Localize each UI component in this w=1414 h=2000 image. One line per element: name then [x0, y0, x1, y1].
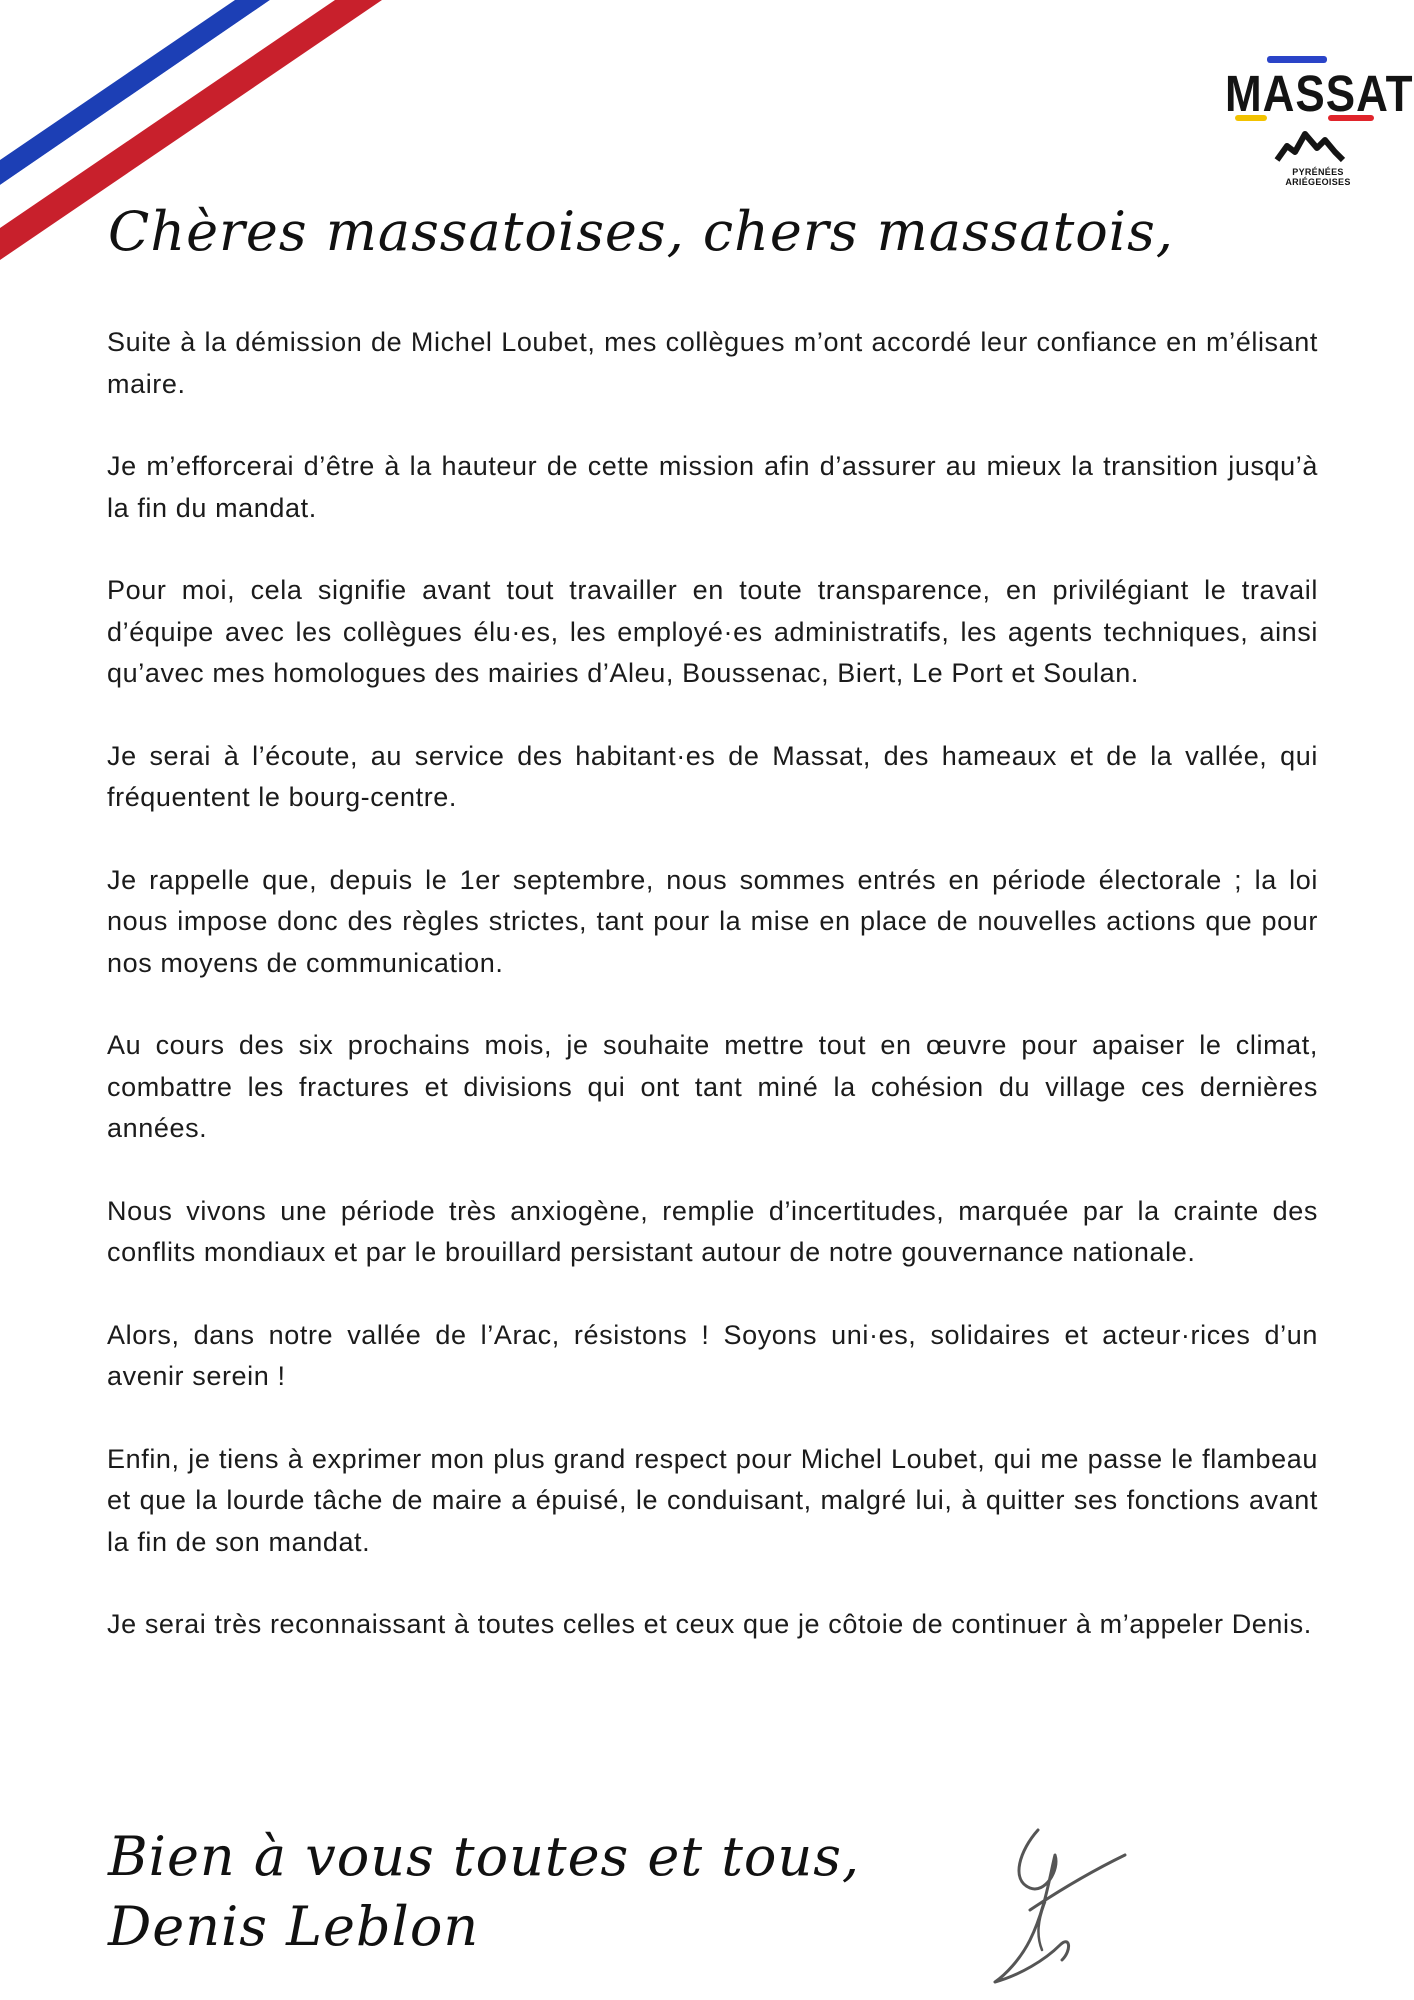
logo-wordmark: MASSAT: [1225, 66, 1414, 123]
massat-logo: [1225, 52, 1414, 187]
paragraph: Je serai à l’écoute, au service des habitant·es de Massat, des hameaux et de la vallée, qui fréquentent le bourg-centre.: [107, 740, 1318, 812]
paragraph: Alors, dans notre vallée de l’Arac, résistons ! Soyons uni·es, solidaires et acteur·rices d’un avenir serein !: [107, 1319, 1318, 1391]
paragraph: Nous vivons une période très anxiogène, remplie d’incertitudes, marquée par la crainte des conflits mondiaux et par le brouillard persistant autour de notre gouvernance nationale.: [107, 1195, 1318, 1267]
logo-blue-bar: [1267, 56, 1327, 63]
paragraph: Enfin, je tiens à exprimer mon plus grand respect pour Michel Loubet, qui me passe le flambeau et que la lourde tâche de maire a épuisé, le conduisant, malgré lui, à quitter ses fonctions avant la fin de son mandat.: [107, 1443, 1318, 1557]
handwritten-signature: [950, 1810, 1150, 1990]
paragraph: Je rappelle que, depuis le 1er septembre, nous sommes entrés en période électorale ; la loi nous impose donc des règles strictes, tant pour la mise en place de nouvelles actions que pour nos moyens de communication.: [107, 864, 1318, 978]
paragraph: Je serai très reconnaissant à toutes celles et ceux que je côtoie de continuer à m’appeler Denis.: [107, 1609, 1312, 1639]
logo-mountains-icon: [1277, 134, 1343, 160]
closing-line: Bien à vous toutes et tous,: [108, 1825, 861, 1888]
paragraph: Pour moi, cela signifie avant tout travailler en toute transparence, en privilégiant le travail d’équipe avec les collègues élu·es, les employé·es administratifs, les agents techniques, ainsi qu’avec mes homologues des mairies d’Aleu, Boussenac, Biert, Le Port et Soulan.: [107, 575, 1318, 688]
letter-salutation: Chères massatoises, chers massatois,: [108, 200, 1174, 263]
letter-body: [107, 322, 1318, 1687]
paragraph: Suite à la démission de Michel Loubet, mes collègues m’ont accordé leur confiance en m’élisant maire.: [107, 327, 1318, 399]
paragraph: Au cours des six prochains mois, je souhaite mettre tout en œuvre pour apaiser le climat, combattre les fractures et divisions qui ont tant miné la cohésion du village ces dernières années.: [107, 1030, 1318, 1143]
tricolor-ribbon: [0, 0, 420, 320]
logo-subtitle: PYRÉNÉES ARIÉGEOISES: [1285, 167, 1351, 187]
signatory-name: Denis Leblon: [108, 1895, 480, 1958]
letter-closing-block: [108, 1822, 1008, 1962]
paragraph: Je m’efforcerai d’être à la hauteur de cette mission afin d’assurer au mieux la transition jusqu’à la fin du mandat.: [107, 451, 1318, 523]
